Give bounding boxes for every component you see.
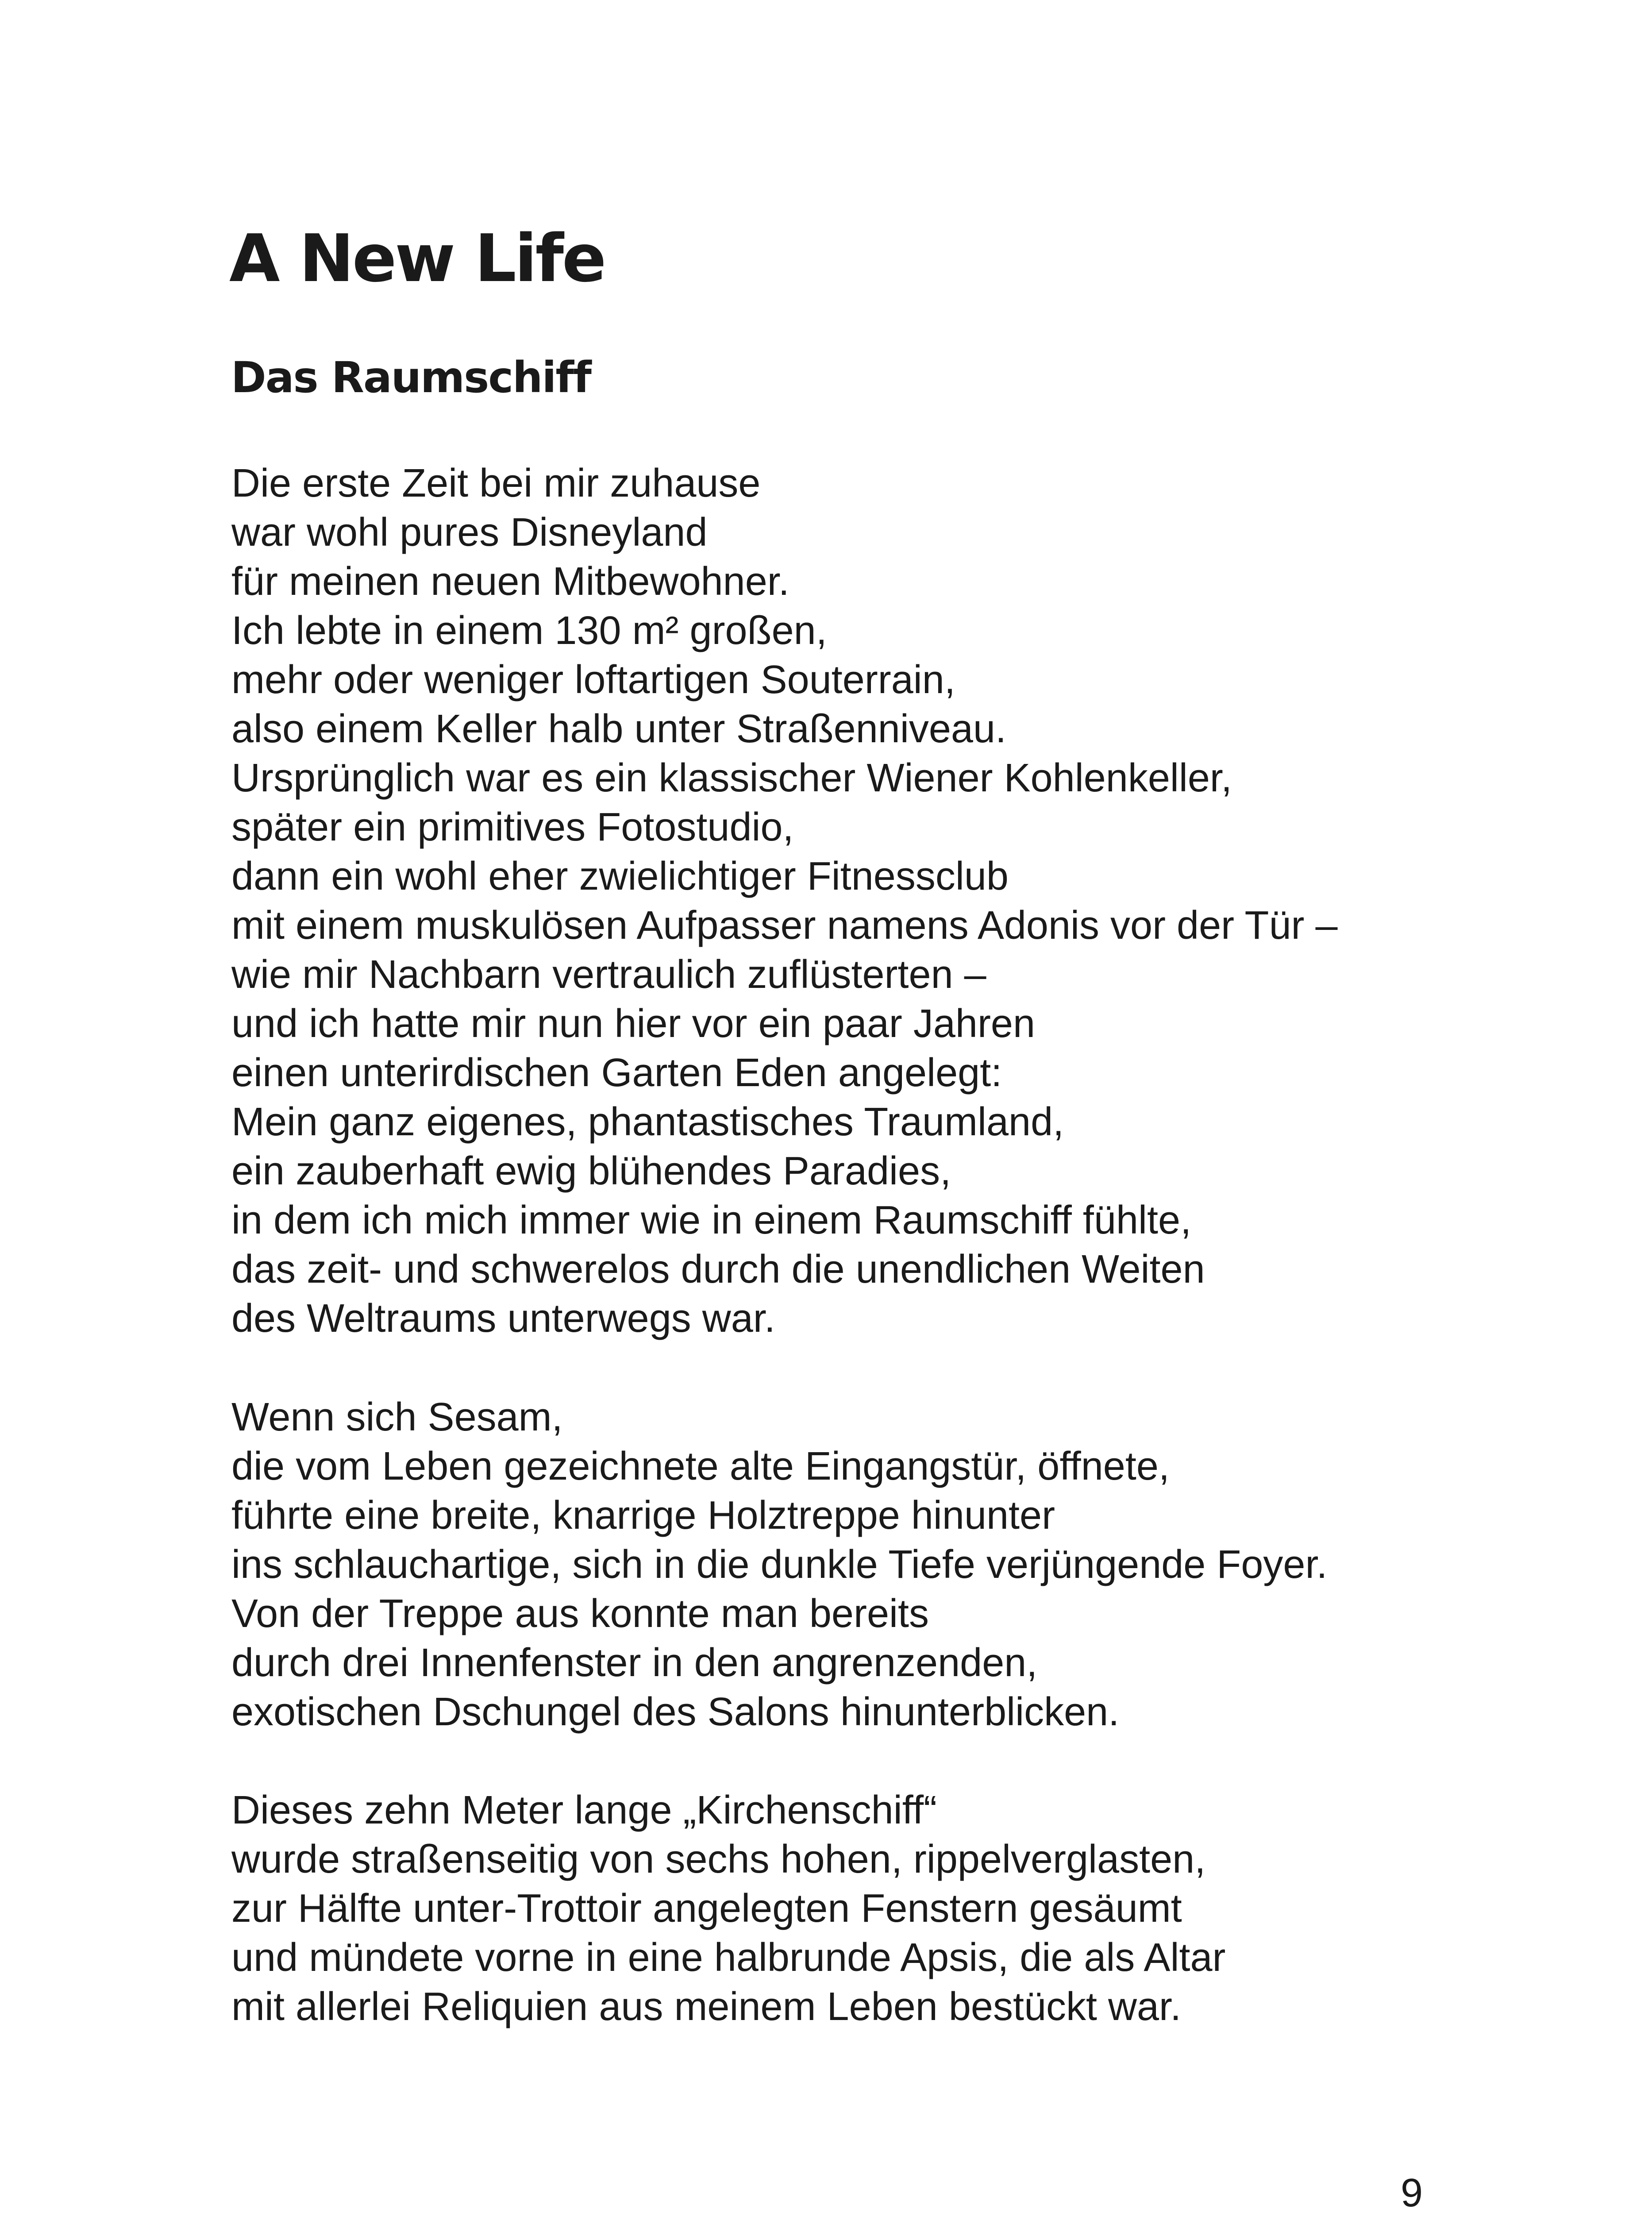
stanza-2 <box>231 1393 1327 1737</box>
text-line: ins schlauchartige, sich in die dunkle Tiefe verjüngende Foyer. <box>231 1542 1328 1587</box>
text-line: Dieses zehn Meter lange „Kirchenschiff“ <box>231 1788 937 1832</box>
text-line: dann ein wohl eher zwielichtiger Fitnessclub <box>231 854 1009 898</box>
text-line: durch drei Innenfenster in den angrenzenden, <box>231 1641 1038 1685</box>
text-line: des Weltraums unterwegs war. <box>231 1296 775 1341</box>
stanza-3 <box>231 1786 1225 2032</box>
text-line: exotischen Dschungel des Salons hinunterblicken. <box>231 1690 1120 1734</box>
text-line: und ich hatte mir nun hier vor ein paar Jahren <box>231 1002 1036 1046</box>
text-line: Ich lebte in einem 130 m² großen, <box>231 609 827 653</box>
text-line: und mündete vorne in eine halbrunde Apsis, die als Altar <box>231 1935 1226 1980</box>
page-number: 9 <box>1400 2171 1423 2213</box>
text-line: also einem Keller halb unter Straßenniveau. <box>231 707 1007 751</box>
text-line: Von der Treppe aus konnte man bereits <box>231 1592 929 1636</box>
text-line: einen unterirdischen Garten Eden angelegt: <box>231 1051 1002 1095</box>
text-line: Wenn sich Sesam, <box>231 1395 563 1439</box>
text-line: zur Hälfte unter-Trottoir angelegten Fenstern gesäumt <box>231 1886 1182 1931</box>
text-line: mehr oder weniger loftartigen Souterrain, <box>231 658 955 702</box>
text-line: ein zauberhaft ewig blühendes Paradies, <box>231 1149 951 1193</box>
text-line: das zeit- und schwerelos durch die unendlichen Weiten <box>231 1247 1205 1292</box>
text-line: wie mir Nachbarn vertraulich zuflüsterten – <box>231 952 986 997</box>
section-subtitle: Das Raumschiff <box>231 353 591 402</box>
text-line: führte eine breite, knarrige Holztreppe hinunter <box>231 1493 1055 1538</box>
text-line: später ein primitives Fotostudio, <box>231 805 794 849</box>
text-line: in dem ich mich immer wie in einem Raumschiff fühlte, <box>231 1198 1192 1242</box>
text-line: für meinen neuen Mitbewohner. <box>231 559 789 604</box>
text-line: Die erste Zeit bei mir zuhause <box>231 461 761 505</box>
text-line: die vom Leben gezeichnete alte Eingangstür, öffnete, <box>231 1444 1170 1488</box>
text-line: war wohl pures Disneyland <box>231 510 708 555</box>
text-line: wurde straßenseitig von sechs hohen, rippelverglasten, <box>231 1837 1206 1881</box>
text-line: mit allerlei Reliquien aus meinem Leben bestückt war. <box>231 1985 1182 2029</box>
chapter-title: A New Life <box>229 220 605 297</box>
text-line: Mein ganz eigenes, phantastisches Traumland, <box>231 1100 1064 1144</box>
text-line: mit einem muskulösen Aufpasser namens Adonis vor der Tür – <box>231 903 1338 948</box>
text-line: Ursprünglich war es ein klassischer Wiener Kohlenkeller, <box>231 756 1232 800</box>
stanza-1 <box>231 459 1338 1343</box>
